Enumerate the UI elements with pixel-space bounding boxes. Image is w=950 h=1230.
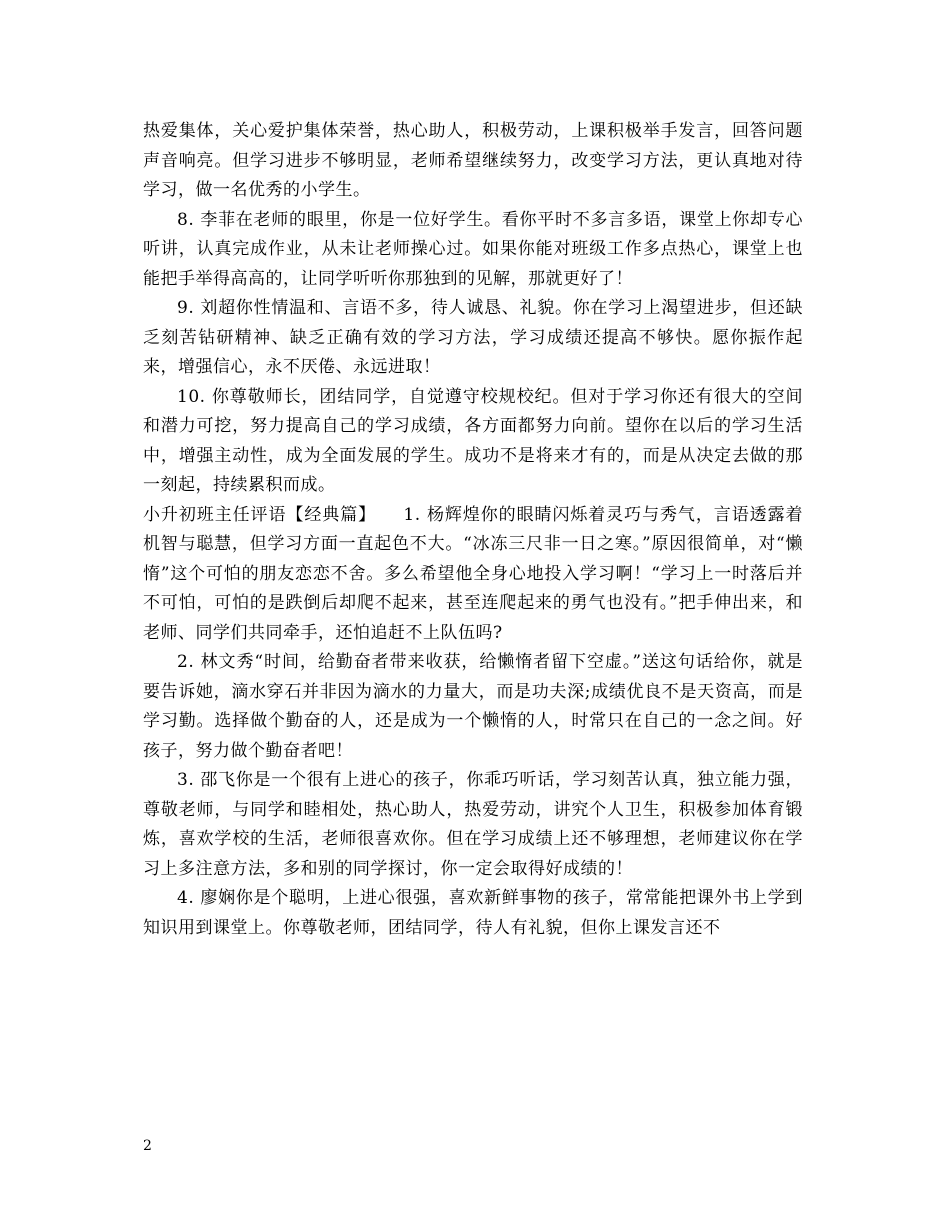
page-number: 2 — [143, 1138, 152, 1154]
paragraph-classic-comment-4: 4. 廖娴你是个聪明，上进心很强，喜欢新鲜事物的孩子，常常能把课外书上学到知识用到课堂上。你尊敬老师，团结同学，待人有礼貌，但你上课发言还不 — [143, 888, 803, 938]
paragraph-section-classic: 小升初班主任评语【经典篇】 1. 杨辉煌你的眼睛闪烁着灵巧与秀气，言语透露着机智与聪慧，但学习方面一直起色不大。“冰冻三尺非一日之寒。”原因很简单，对“懒惰”这个可怕的朋友恋恋不舍。多么希望他全身心地投入学习啊！“学习上一时落后并不可怕，可怕的是跌倒后却爬不起来，甚至连爬起来的勇气也没有。”把手伸出来，和老师、同学们共同牵手，还怕追赶不上队伍吗? — [143, 504, 803, 643]
paragraph-continuation: 热爱集体，关心爱护集体荣誉，热心助人，积极劳动，上课积极举手发言，回答问题声音响亮。但学习进步不够明显，老师希望继续努力，改变学习方法，更认真地对待学习，做一名优秀的小学生。 — [143, 121, 803, 200]
document-body — [143, 117, 803, 943]
paragraph-classic-comment-3: 3. 邵飞你是一个很有上进心的孩子，你乖巧听话，学习刻苦认真，独立能力强，尊敬老师，与同学和睦相处，热心助人，热爱劳动，讲究个人卫生，积极参加体育锻炼，喜欢学校的生活，老师很喜欢你。但在学习成绩上还不够理想，老师建议你在学习上多注意方法，多和别的同学探讨，你一定会取得好成绩的！ — [143, 770, 803, 879]
paragraph-comment-10: 10. 你尊敬师长，团结同学，自觉遵守校规校纪。但对于学习你还有很大的空间和潜力可挖，努力提高自己的学习成绩，各方面都努力向前。望你在以后的学习生活中，增强主动性，成为全面发展的学生。成功不是将来才有的，而是从决定去做的那一刻起，持续累积而成。 — [143, 386, 803, 495]
paragraph-comment-8: 8. 李菲在老师的眼里，你是一位好学生。看你平时不多言多语，课堂上你却专心听讲，认真完成作业，从未让老师操心过。如果你能对班级工作多点热心，课堂上也能把手举得高高的，让同学听听你那独到的见解，那就更好了！ — [143, 209, 803, 289]
paragraph-comment-9: 9. 刘超你性情温和、言语不多，待人诚恳、礼貌。你在学习上渴望进步，但还缺乏刻苦钻研精神、缺乏正确有效的学习方法，学习成绩还提高不够快。愿你振作起来，增强信心，永不厌倦、永远进取！ — [143, 298, 803, 377]
paragraph-classic-comment-2: 2. 林文秀“时间，给勤奋者带来收获，给懒惰者留下空虚。”送这句话给你，就是要告诉她，滴水穿石并非因为滴水的力量大，而是功夫深;成绩优良不是天资高，而是学习勤。选择做个勤奋的人，还是成为一个懒惰的人，时常只在自己的一念之间。好孩子，努力做个勤奋者吧！ — [143, 652, 803, 761]
